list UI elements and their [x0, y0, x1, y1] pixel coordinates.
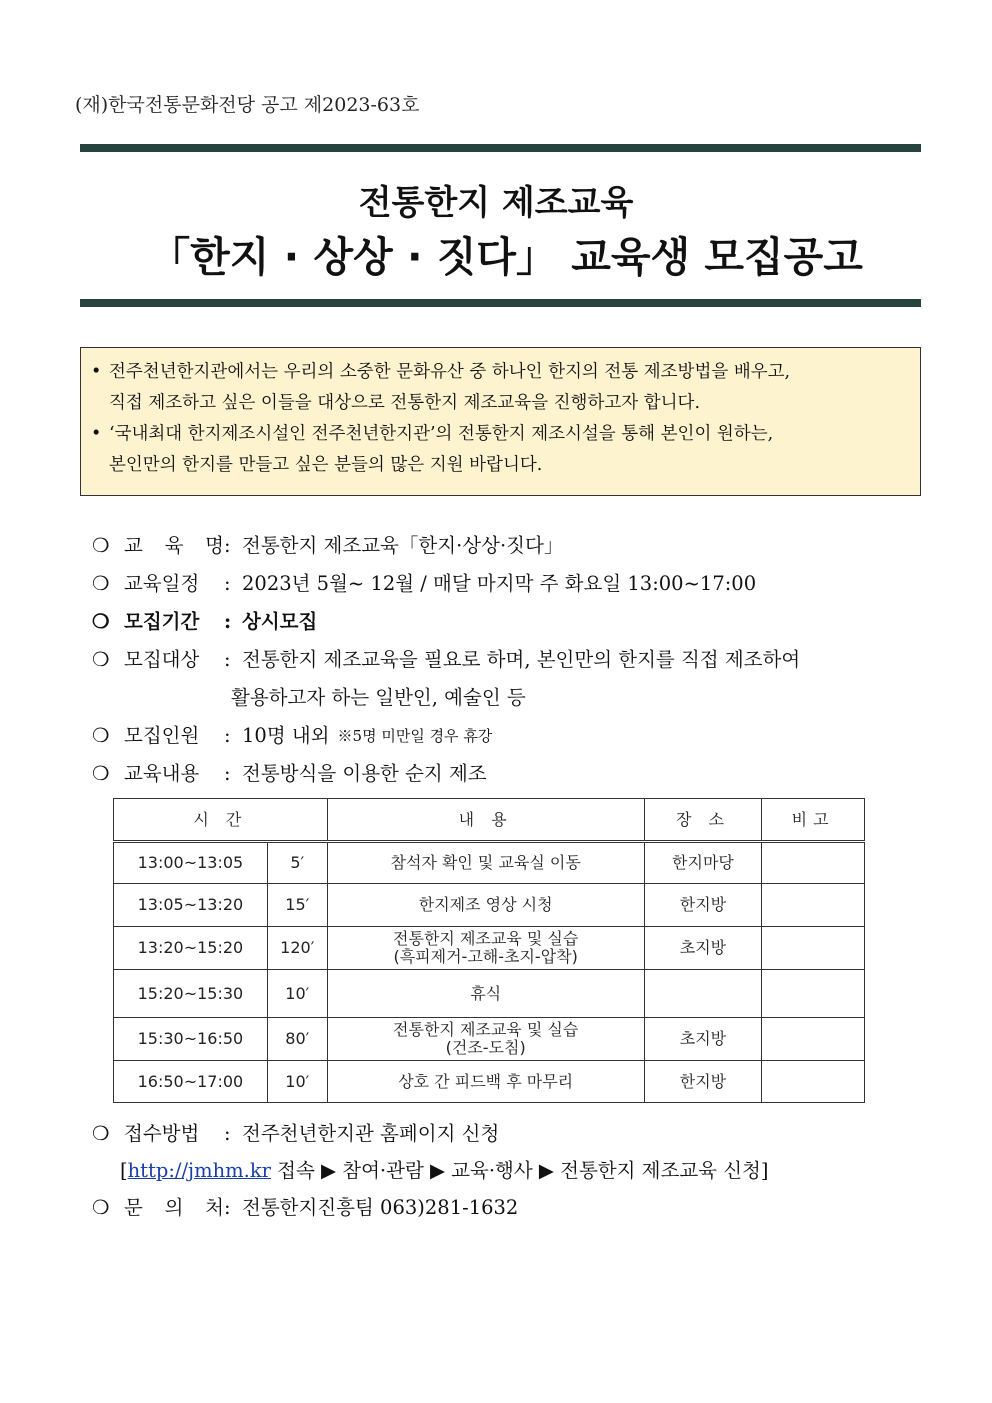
colon: : — [224, 724, 231, 747]
table-row — [114, 884, 865, 927]
item-target — [92, 641, 922, 679]
table-row — [114, 970, 865, 1018]
header-content: 내 용 — [327, 799, 644, 842]
table-row — [114, 1061, 865, 1103]
circle-bullet-icon: ❍ — [92, 648, 110, 671]
cell-time: 15:30~16:50 — [114, 1018, 268, 1061]
circle-bullet-icon: ❍ — [92, 724, 110, 747]
intro-text: 본인만의 한지를 만들고 싶은 분들의 많은 지원 바랍니다. — [109, 455, 543, 475]
intro-paragraph-2 — [91, 419, 908, 481]
title-bottom-bar — [80, 299, 921, 307]
table-header-row — [114, 799, 865, 842]
circle-bullet-icon: ❍ — [92, 762, 110, 785]
cell-place: 한지마당 — [644, 842, 762, 884]
bullet-icon: • — [91, 424, 102, 444]
intro-paragraph-1 — [91, 357, 908, 419]
cell-time: 13:05~13:20 — [114, 884, 268, 927]
item-schedule — [92, 565, 922, 603]
page-title-line2: 「한지 · 상상 · 짓다」 교육생 모집공고 — [149, 233, 863, 281]
cell-duration: 10′ — [267, 970, 327, 1018]
header-place: 장 소 — [644, 799, 762, 842]
cell-note — [762, 884, 865, 927]
cell-content — [327, 1018, 644, 1061]
item-label: 교 육 명 — [124, 534, 224, 557]
item-value: 전통한지 제조교육을 필요로 하며, 본인만의 한지를 직접 제조하여 — [242, 648, 801, 671]
item-value: 전통한지진흥팀 063)281-1632 — [242, 1196, 519, 1219]
item-target-continued: 활용하고자 하는 일반인, 예술인 등 — [231, 686, 526, 709]
cell-duration: 5′ — [267, 842, 327, 884]
cell-note — [762, 970, 865, 1018]
page-title-line1: 전통한지 제조교육 — [358, 183, 634, 223]
header-time: 시 간 — [114, 799, 328, 842]
cell-content-line2: (건조-도침) — [445, 1038, 526, 1057]
item-value: 전주천년한지관 홈페이지 신청 — [242, 1122, 500, 1145]
item-value: 2023년 5월~ 12월 / 매달 마지막 주 화요일 13:00~17:00 — [242, 572, 757, 595]
item-label: 교육내용 — [124, 762, 200, 785]
footer-list — [92, 1115, 922, 1226]
cell-duration: 120′ — [267, 927, 327, 970]
item-note: ※5명 미만일 경우 휴강 — [337, 727, 493, 745]
apply-path-text: 접속 ▶ 참여·관람 ▶ 교육·행사 ▶ 전통한지 제조교육 신청] — [270, 1159, 769, 1182]
item-label: 모집인원 — [124, 724, 200, 747]
cell-duration: 15′ — [267, 884, 327, 927]
cell-content-line1: 전통한지 제조교육 및 실습 — [393, 1020, 579, 1039]
circle-bullet-icon: ❍ — [92, 1122, 110, 1145]
cell-content: 한지제조 영상 시청 — [327, 884, 644, 927]
table-row — [114, 842, 865, 884]
table-row — [114, 1018, 865, 1061]
cell-time: 16:50~17:00 — [114, 1061, 268, 1103]
intro-text: 전주천년한지관에서는 우리의 소중한 문화유산 중 하나인 한지의 전통 제조방법을 배우고, — [109, 362, 791, 382]
colon: : — [224, 648, 231, 671]
item-label: 교육일정 — [124, 572, 200, 595]
cell-content: 휴식 — [327, 970, 644, 1018]
colon: : — [224, 1122, 231, 1145]
title-top-bar — [80, 144, 921, 152]
intro-box — [80, 347, 921, 496]
item-course-name — [92, 527, 922, 565]
item-value: 전통한지 제조교육「한지·상상·짓다」 — [242, 534, 564, 557]
cell-content-line1: 전통한지 제조교육 및 실습 — [393, 929, 579, 948]
item-value: 10명 내외 — [242, 724, 330, 747]
cell-time: 13:00~13:05 — [114, 842, 268, 884]
cell-note — [762, 927, 865, 970]
colon: : — [224, 610, 232, 633]
colon: : — [224, 534, 231, 557]
cell-duration: 80′ — [267, 1018, 327, 1061]
circle-bullet-icon: ❍ — [92, 610, 110, 633]
circle-bullet-icon: ❍ — [92, 572, 110, 595]
cell-place — [644, 970, 762, 1018]
circle-bullet-icon: ❍ — [92, 534, 110, 557]
table-row — [114, 927, 865, 970]
colon: : — [224, 572, 231, 595]
cell-content-line2: (흑피제거-고해-초지-압착) — [393, 947, 578, 966]
homepage-link[interactable]: http://jmhm.kr — [127, 1159, 271, 1182]
circle-bullet-icon: ❍ — [92, 1196, 110, 1219]
colon: : — [224, 1196, 231, 1219]
cell-content: 참석자 확인 및 교육실 이동 — [327, 842, 644, 884]
cell-note — [762, 842, 865, 884]
item-content — [92, 755, 922, 793]
item-apply — [92, 1115, 922, 1152]
item-label: 접수방법 — [124, 1122, 200, 1145]
intro-text: 직접 제조하고 싶은 이들을 대상으로 전통한지 제조교육을 진행하고자 합니다. — [109, 393, 701, 413]
schedule-table — [113, 798, 865, 1103]
cell-note — [762, 1061, 865, 1103]
item-capacity — [92, 717, 922, 755]
cell-place: 초지방 — [644, 927, 762, 970]
item-label: 모집기간 — [124, 610, 200, 633]
item-label: 모집대상 — [124, 648, 200, 671]
header-note: 비고 — [762, 799, 865, 842]
cell-place: 한지방 — [644, 1061, 762, 1103]
cell-duration: 10′ — [267, 1061, 327, 1103]
item-period — [92, 603, 922, 641]
notice-number: (재)한국전통문화전당 공고 제2023-63호 — [75, 94, 420, 116]
apply-path: [http://jmhm.kr 접속 ▶ 참여·관람 ▶ 교육·행사 ▶ 전통한지 제조교육 신청] — [120, 1159, 769, 1182]
cell-note — [762, 1018, 865, 1061]
cell-place: 한지방 — [644, 884, 762, 927]
cell-place: 초지방 — [644, 1018, 762, 1061]
item-value: 전통방식을 이용한 순지 제조 — [242, 762, 487, 785]
cell-time: 13:20~15:20 — [114, 927, 268, 970]
item-label: 문 의 처 — [124, 1196, 224, 1219]
cell-content: 상호 간 피드백 후 마무리 — [327, 1061, 644, 1103]
bullet-icon: • — [91, 362, 102, 382]
intro-text: ‘국내최대 한지제조시설인 전주천년한지관’의 전통한지 제조시설을 통해 본인이 원하는, — [109, 424, 774, 444]
cell-content — [327, 927, 644, 970]
item-contact — [92, 1189, 922, 1226]
details-list — [92, 527, 922, 793]
cell-time: 15:20~15:30 — [114, 970, 268, 1018]
colon: : — [224, 762, 231, 785]
item-value: 상시모집 — [242, 610, 318, 633]
